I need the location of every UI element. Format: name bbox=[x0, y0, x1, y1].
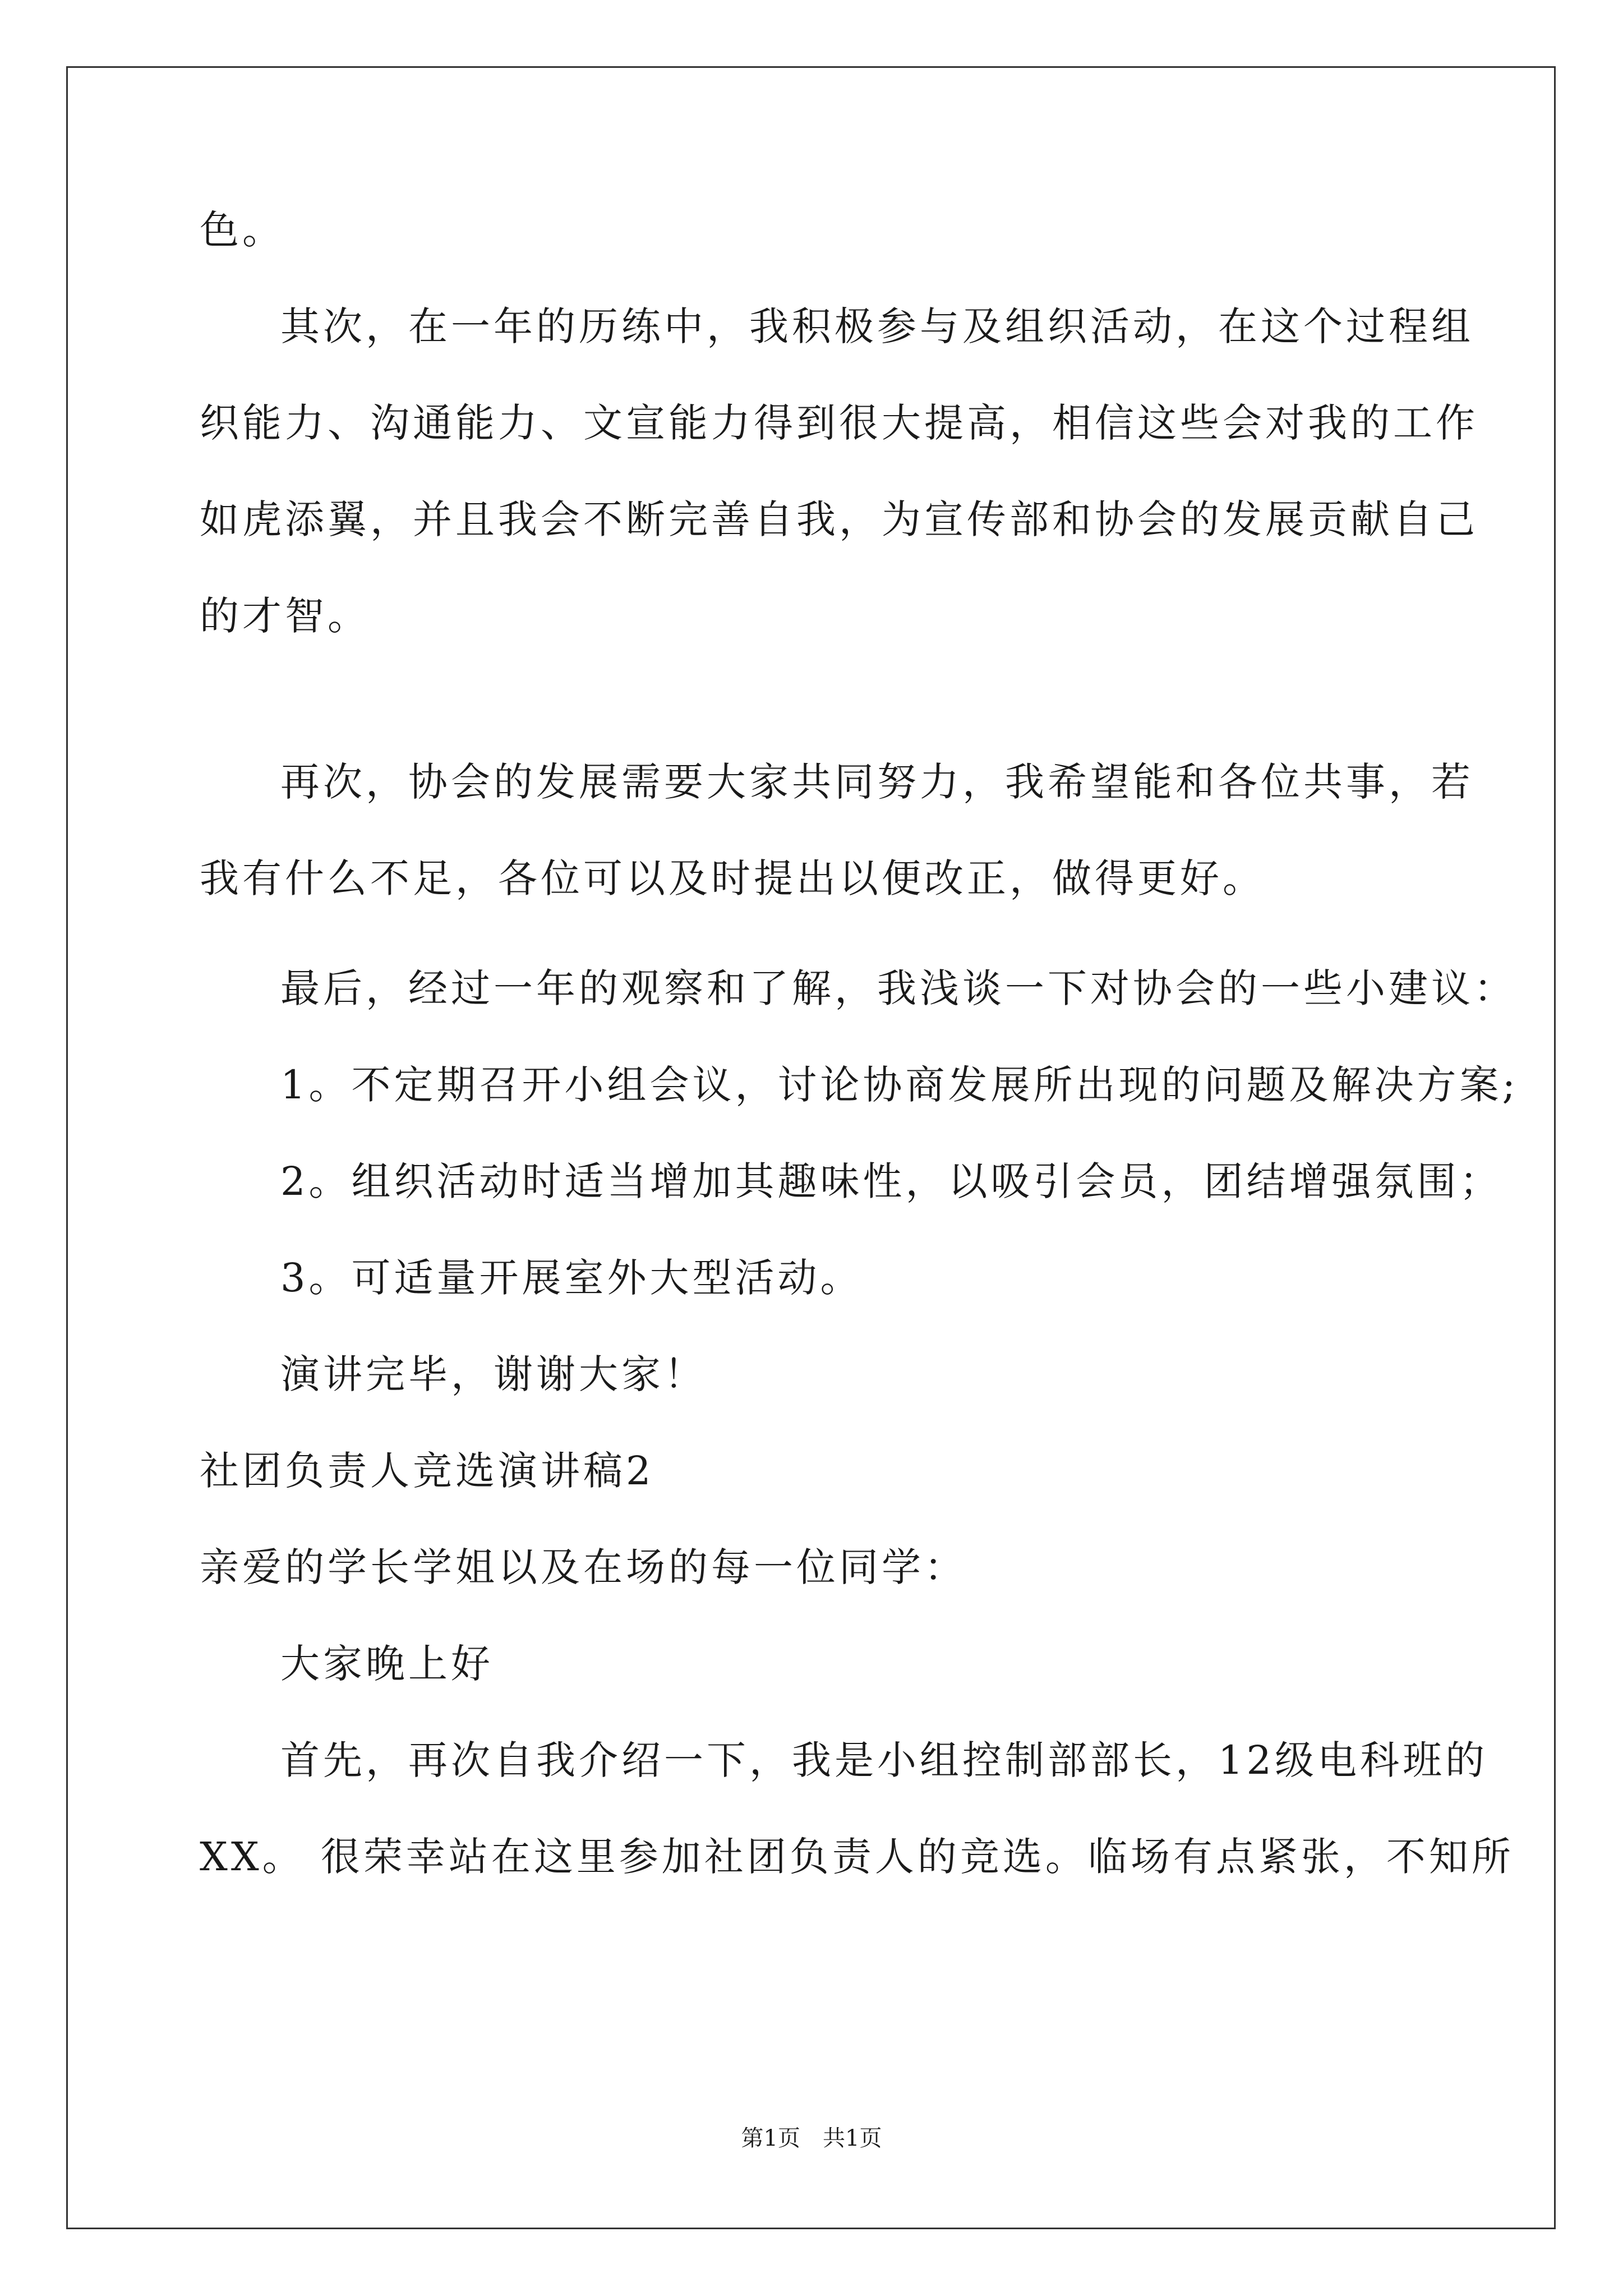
text-line: 如虎添翼，并且我会不断完善自我，为宣传部和协会的发展贡献自己 bbox=[200, 496, 1478, 542]
paragraph-line: 首先，再次自我介绍一下，我是小组控制部部长，12级电科班的 bbox=[280, 1737, 1488, 1783]
text-line: 色。 bbox=[200, 207, 285, 253]
paragraph-line: 最后，经过一年的观察和了解，我浅谈一下对协会的一些小建议： bbox=[280, 965, 1516, 1011]
closing-line: 演讲完毕，谢谢大家！ bbox=[280, 1351, 707, 1397]
text-line: 的才智。 bbox=[200, 593, 370, 639]
paragraph-line: 再次，协会的发展需要大家共同努力，我希望能和各位共事，若 bbox=[280, 759, 1474, 805]
text-line: XX。 很荣幸站在这里参加社团负责人的竞选。临场有点紧张，不知所 bbox=[200, 1834, 1514, 1880]
page-border bbox=[66, 66, 1556, 2229]
list-item: 3。可适量开展室外大型活动。 bbox=[280, 1255, 863, 1301]
list-item: 2。组织活动时适当增加其趣味性，以吸引会员，团结增强氛围； bbox=[280, 1158, 1502, 1204]
text-line: 织能力、沟通能力、文宣能力得到很大提高，相信这些会对我的工作 bbox=[200, 400, 1478, 446]
text-line: 我有什么不足，各位可以及时提出以便改正，做得更好。 bbox=[200, 855, 1265, 901]
section-title: 社团负责人竞选演讲稿2 bbox=[200, 1448, 654, 1494]
list-item: 1。不定期召开小组会议，讨论协商发展所出现的问题及解决方案; bbox=[280, 1062, 1519, 1108]
greeting: 大家晚上好 bbox=[280, 1641, 494, 1687]
paragraph-line: 其次，在一年的历练中，我积极参与及组织活动，在这个过程组 bbox=[280, 303, 1474, 349]
salutation: 亲爱的学长学姐以及在场的每一位同学： bbox=[200, 1544, 967, 1590]
page-number: 第1页 共1页 bbox=[741, 2125, 882, 2151]
